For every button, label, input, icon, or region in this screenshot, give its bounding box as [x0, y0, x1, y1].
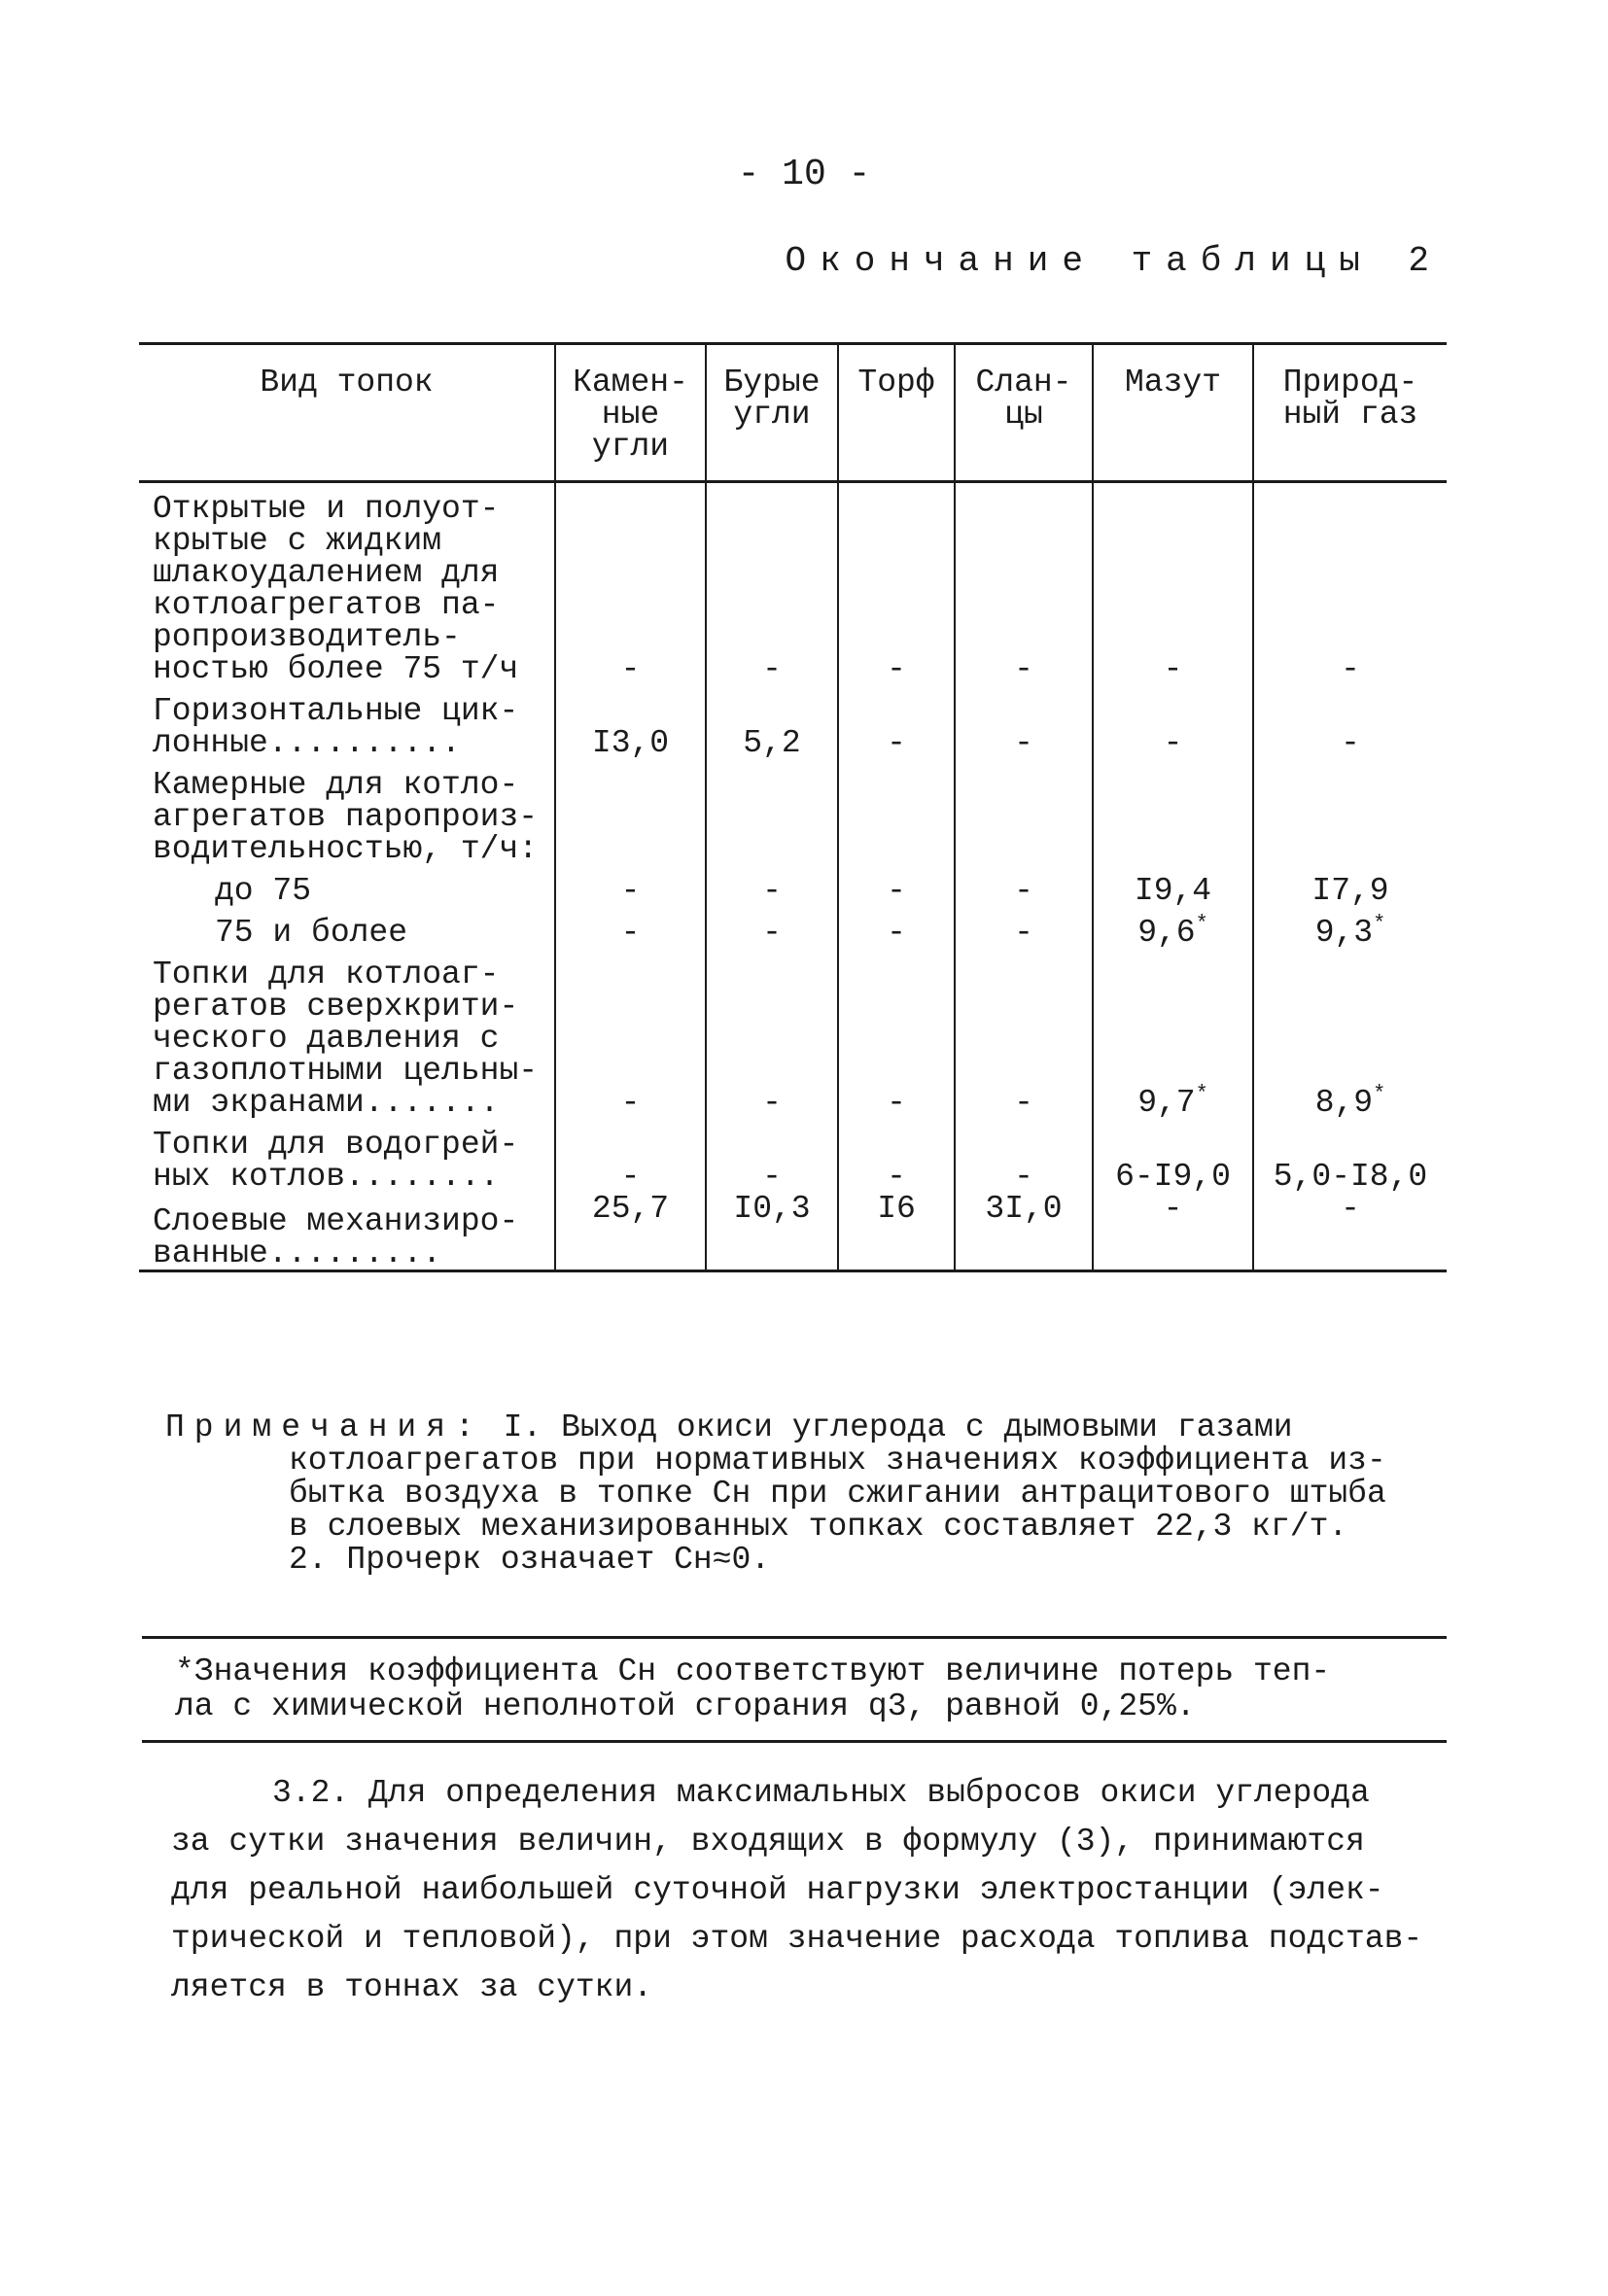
- table-cell: -: [838, 685, 955, 759]
- table-row: [139, 1119, 1447, 1193]
- table-row: [139, 759, 1447, 865]
- table-cell: [555, 759, 706, 865]
- column-header-2: Бурые угли: [706, 344, 838, 482]
- row-label: Камерные для котло- агрегатов паропроиз- водительностью, т/ч:: [153, 767, 539, 867]
- row-label: Горизонтальные цик- лонные..........: [153, 693, 519, 761]
- table-row: [139, 949, 1447, 1119]
- table-cell: -: [1253, 1193, 1447, 1271]
- table-row: [139, 685, 1447, 759]
- row-label: Открытые и полуот- крытые с жидким шлакоудалением для котлоагрегатов па- ропроизводитель- ностью более 75 т/ч: [153, 491, 519, 687]
- page-number: - 10 -: [737, 154, 871, 195]
- table-cell: 9,7*: [1093, 949, 1253, 1119]
- row-label: Топки для котлоаг- регатов сверхкрити- ческого давления с газоплотными цельны- ми экранами.......: [153, 957, 539, 1121]
- footnote-rule-top: [142, 1636, 1447, 1639]
- body-line-5: ляется в тоннах за сутки.: [171, 1969, 653, 2005]
- table-cell: -: [1253, 685, 1447, 759]
- body-line-1: 3.2. Для определения максимальных выбросов окиси углерода: [272, 1775, 1370, 1811]
- row-label: до 75: [215, 873, 312, 909]
- notes-heading: Примечания:: [165, 1409, 484, 1445]
- table-cell: -: [955, 685, 1093, 759]
- table-cell: -: [706, 865, 838, 907]
- table-cell: 9,6*: [1093, 907, 1253, 949]
- fuel-table: [139, 342, 1447, 1272]
- table-cell: -: [838, 1119, 955, 1193]
- table-cell: -: [838, 482, 955, 686]
- table-cell: I7,9: [1253, 865, 1447, 907]
- table-caption: Окончание таблицы 2: [785, 241, 1443, 281]
- table-cell: -: [706, 1119, 838, 1193]
- footnote-rule-bottom: [142, 1740, 1447, 1743]
- footnote-line-1: *Значения коэффициента Сн соответствуют величине потерь теп-: [175, 1653, 1331, 1689]
- table-cell: 5,0-I8,0: [1253, 1119, 1447, 1193]
- table-cell: [706, 759, 838, 865]
- table-cell: -: [955, 949, 1093, 1119]
- table-cell: I9,4: [1093, 865, 1253, 907]
- table-cell: -: [555, 865, 706, 907]
- column-header-4: Слан- цы: [955, 344, 1093, 482]
- column-header-5: Мазут: [1093, 344, 1253, 482]
- table-row: [139, 482, 1447, 686]
- table-cell: -: [555, 1119, 706, 1193]
- row-label: Слоевые механизиро- ванные.........: [139, 1193, 555, 1271]
- notes-line-5: 2. Прочерк означает Сн≈0.: [289, 1542, 771, 1578]
- table-row: [139, 907, 1447, 949]
- row-label: 75 и более: [215, 915, 408, 951]
- table-cell: -: [838, 949, 955, 1119]
- table-header-row: [139, 344, 1447, 482]
- column-header-6: Природ- ный газ: [1253, 344, 1447, 482]
- table-cell: -: [955, 482, 1093, 686]
- table-cell: -: [555, 949, 706, 1119]
- body-line-3: для реальной наибольшей суточной нагрузки электростанции (элек-: [171, 1872, 1384, 1908]
- table-body: [139, 482, 1447, 1271]
- column-header-3: Торф: [838, 344, 955, 482]
- table-cell: 25,7: [555, 1193, 706, 1271]
- table-cell: -: [1093, 482, 1253, 686]
- table-cell: -: [1093, 1193, 1253, 1271]
- table-cell: -: [706, 949, 838, 1119]
- table-cell: [955, 759, 1093, 865]
- table-cell: -: [555, 482, 706, 686]
- table-cell: 6-I9,0: [1093, 1119, 1253, 1193]
- table-cell: -: [838, 865, 955, 907]
- notes-line-3: бытка воздуха в топке Сн при сжигании антрацитового штыба: [289, 1476, 1386, 1512]
- row-label: Топки для водогрей- ных котлов........: [153, 1127, 519, 1195]
- notes-line-1: [165, 1411, 1458, 1444]
- table-cell: [1093, 759, 1253, 865]
- notes-text-1: I. Выход окиси углерода с дымовыми газами: [503, 1409, 1293, 1445]
- table-cell: -: [955, 907, 1093, 949]
- table-cell: -: [955, 1119, 1093, 1193]
- table-cell: I3,0: [555, 685, 706, 759]
- table-cell: [838, 759, 955, 865]
- table-cell: [1253, 759, 1447, 865]
- notes-line-2: котлоагрегатов при нормативных значениях коэффициента из-: [289, 1443, 1386, 1478]
- table-cell: -: [706, 907, 838, 949]
- table-cell: 8,9*: [1253, 949, 1447, 1119]
- table-cell: -: [1253, 482, 1447, 686]
- column-header-1: Камен- ные угли: [555, 344, 706, 482]
- column-header-0: Вид топок: [260, 365, 434, 400]
- body-paragraph: [171, 1769, 1474, 2012]
- table-cell: 5,2: [706, 685, 838, 759]
- table-cell: 9,3*: [1253, 907, 1447, 949]
- table-cell: 3I,0: [955, 1193, 1093, 1271]
- footnote: [175, 1654, 1468, 1724]
- table-cell: -: [955, 865, 1093, 907]
- notes-line-4: в слоевых механизированных топках составляет 22,3 кг/т.: [289, 1509, 1348, 1545]
- table-cell: -: [1093, 685, 1253, 759]
- table-cell: -: [838, 907, 955, 949]
- notes: [165, 1411, 1458, 1577]
- table-cell: I6: [838, 1193, 955, 1271]
- table-cell: -: [706, 482, 838, 686]
- footnote-line-2: ла с химической неполнотой сгорания q3, равной 0,25%.: [175, 1688, 1196, 1724]
- table-cell: I0,3: [706, 1193, 838, 1271]
- body-line-2: за сутки значения величин, входящих в формулу (3), принимаются: [171, 1824, 1365, 1860]
- body-line-4: трической и тепловой), при этом значение расхода топлива подстав-: [171, 1921, 1423, 1957]
- table-row: [139, 865, 1447, 907]
- table-row: [139, 1193, 1447, 1271]
- table-cell: -: [555, 907, 706, 949]
